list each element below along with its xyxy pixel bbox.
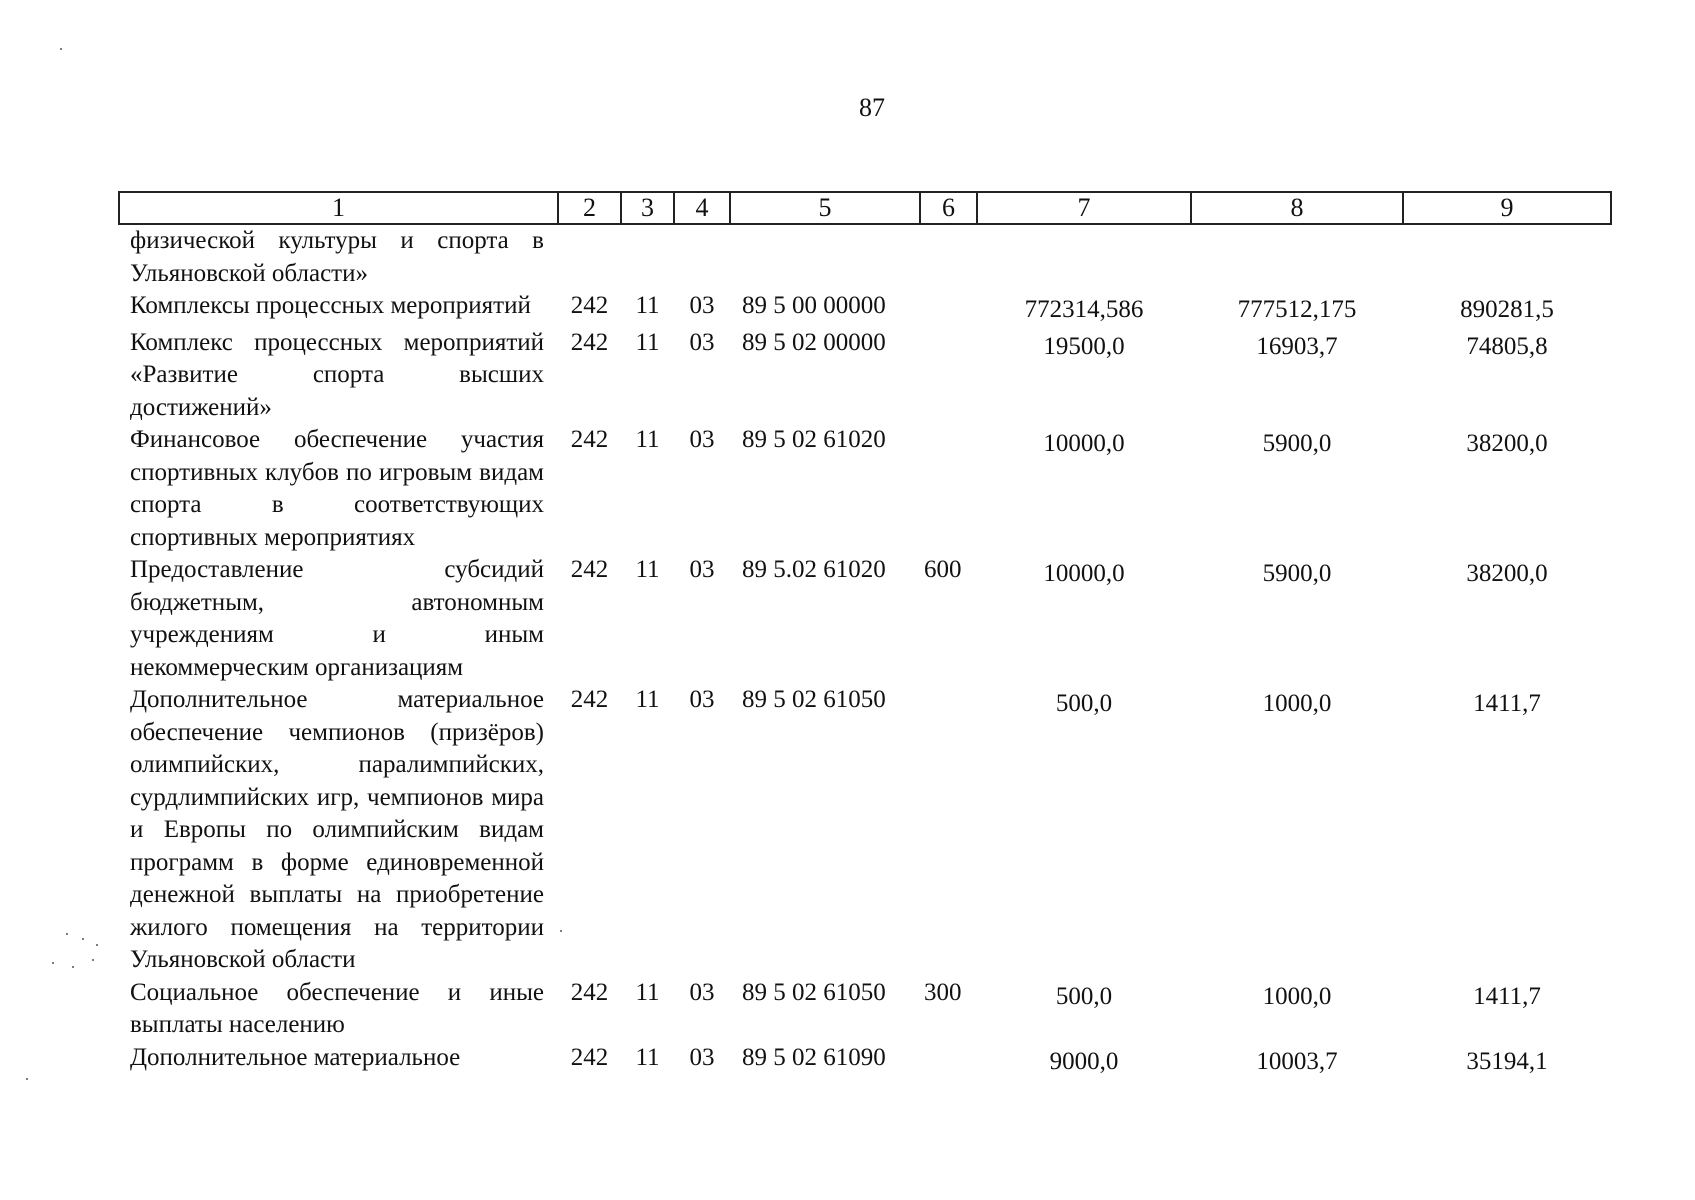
expense-type-code [920,1042,977,1079]
gr-code: 242 [570,1043,609,1071]
row-name: Комплексы процессных мероприятий [130,292,531,319]
amount-col-7: 500,0 [1055,982,1113,1010]
target-article-code [730,224,920,290]
scan-speck [72,966,74,968]
target-article-code: 89 5 02 61020 [742,426,886,453]
amount-col-9: 890281,5 [1460,296,1554,323]
pr-code: 03 [689,686,715,713]
column-number-header-row [119,192,1611,224]
amount-col-9: 38200,0 [1466,560,1548,587]
scan-speck [26,1078,28,1080]
pr-code: 03 [689,292,715,319]
table-row [119,554,1611,684]
target-article-code: 89 5 00 00000 [742,292,886,319]
row-name: Социальное обеспечение и иные выплаты населению [130,978,544,1038]
pr-code: 03 [689,426,715,453]
table-row [119,290,1611,327]
pr-code: 03 [689,1043,715,1071]
rz-code: 11 [635,686,660,713]
column-number-header: 2 [558,192,621,224]
rz-code: 11 [635,1043,660,1071]
expense-type-code [920,684,977,977]
pr-code: 03 [689,978,715,1006]
row-name: Финансовое обеспечение участия спортивных клубов по игровым видам спорта в соответствующих спортивных мероприятиях [130,426,544,551]
expense-type-code [920,327,977,425]
row-name: Дополнительное материальное обеспечение чемпионов (призёров) олимпийских, паралимпийских, сурдлимпийских игр, чемпионов мира и Европы по олимпийским видам программ в форме единовременной денежной выплаты на приобретение жилого помещения на территории Ульяновской области [130,686,544,973]
scan-speck [92,959,94,961]
target-article-code: 89 5 02 61050 [742,686,886,713]
gr-code: 242 [570,556,609,583]
amount-col-9: 38200,0 [1466,430,1548,457]
column-number-header: 9 [1403,192,1611,224]
expense-type-code [920,290,977,327]
table-row [119,977,1611,1042]
row-name: Предоставление субсидий бюджетным, автономным учреждениям и иным некоммерческим организациям [130,556,544,681]
amount-col-9: 74805,8 [1466,332,1548,360]
gr-code: 242 [570,426,609,453]
gr-code: 242 [570,686,609,713]
scan-speck [60,48,62,50]
amount-col-8: 16903,7 [1256,332,1338,360]
amount-col-7: 500,0 [1055,690,1113,717]
amount-col-7: 9000,0 [1049,1047,1119,1075]
amount-col-7 [977,224,1191,290]
column-number-header: 1 [119,192,558,224]
table-row [119,1042,1611,1079]
amount-col-9: 1411,7 [1473,690,1541,717]
rz-code: 11 [635,556,660,583]
target-article-code: 89 5 02 61090 [742,1043,886,1071]
scan-speck [52,962,54,964]
amount-col-9 [1403,224,1611,290]
amount-col-7: 10000,0 [1043,560,1125,587]
rz-code: 11 [635,328,660,356]
table-row [119,684,1611,977]
budget-table [118,191,1612,1078]
row-name: физической культуры и спорта в Ульяновской области» [130,227,544,287]
amount-col-9: 1411,7 [1473,982,1541,1010]
scan-speck [82,938,84,940]
column-number-header: 3 [621,192,674,224]
gr-code: 242 [570,978,609,1006]
amount-col-8: 1000,0 [1262,982,1332,1010]
scan-speck [66,933,68,935]
expense-type-code: 600 [924,556,962,583]
table-row [119,224,1611,290]
pr-code: 03 [689,328,715,356]
column-number-header: 8 [1191,192,1403,224]
expense-type-code [920,424,977,554]
amount-col-7: 10000,0 [1043,430,1125,457]
row-name: Комплекс процессных мероприятий «Развитие спорта высших достижений» [130,328,544,421]
column-number-header: 5 [730,192,920,224]
amount-col-7: 772314,586 [1024,296,1144,323]
amount-col-7: 19500,0 [1043,332,1125,360]
rz-code: 11 [635,978,660,1006]
target-article-code: 89 5.02 61020 [742,556,886,583]
expense-type-code: 300 [924,978,962,1006]
scan-speck [560,930,562,932]
expense-type-code [920,224,977,290]
pr-code: 03 [689,556,715,583]
rz-code: 11 [635,292,660,319]
table-row [119,327,1611,425]
gr-code: 242 [570,292,609,319]
amount-col-8 [1191,224,1403,290]
table-row [119,424,1611,554]
scan-speck [96,944,98,946]
amount-col-8: 777512,175 [1237,296,1357,323]
column-number-header: 6 [920,192,977,224]
gr-code [558,224,621,290]
page-number: 87 [859,93,885,122]
amount-col-8: 1000,0 [1262,690,1332,717]
amount-col-9: 35194,1 [1466,1047,1548,1075]
column-number-header: 4 [674,192,730,224]
gr-code: 242 [570,328,609,356]
pr-code [674,224,730,290]
amount-col-8: 10003,7 [1256,1047,1338,1075]
row-name: Дополнительное материальное [130,1043,461,1071]
rz-code: 11 [635,426,660,453]
column-number-header: 7 [977,192,1191,224]
amount-col-8: 5900,0 [1262,560,1332,587]
target-article-code: 89 5 02 00000 [742,328,886,356]
amount-col-8: 5900,0 [1262,430,1332,457]
target-article-code: 89 5 02 61050 [742,978,886,1006]
rz-code [621,224,674,290]
